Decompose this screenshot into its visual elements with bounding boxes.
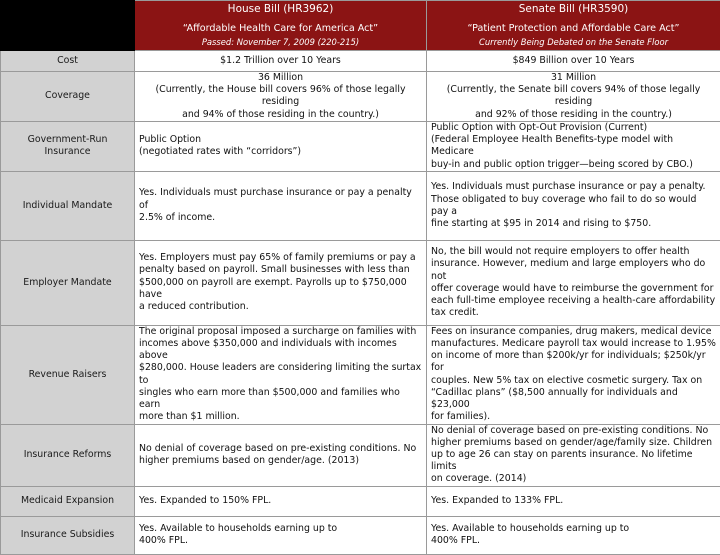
senate-bill-name: “Patient Protection and Affordable Care Act” xyxy=(431,23,716,35)
senate-cell-revenue-raisers xyxy=(427,325,720,424)
cell-line: manufactures. Medicare payroll tax would increase to 1.95% xyxy=(431,338,716,350)
cell-line: Those obligated to buy coverage who fail to do so would pay a xyxy=(431,194,716,218)
cell-line: Yes. Expanded to 150% FPL. xyxy=(139,495,422,507)
cell-line: (Currently, the Senate bill covers 94% of those legally residing xyxy=(431,84,716,108)
senate-cell-insurance-subsidies xyxy=(427,516,720,554)
header-row xyxy=(1,1,720,51)
cell-line: incomes above $350,000 and individuals with incomes above xyxy=(139,338,422,362)
cell-line: (Currently, the House bill covers 96% of those legally residing xyxy=(139,84,422,108)
corner-cell xyxy=(1,1,135,51)
senate-cell-coverage xyxy=(427,72,720,122)
cell-line: Yes. Employers must pay 65% of family premiums or pay a xyxy=(139,252,422,264)
cell-line: penalty based on payroll. Small businesses with less than xyxy=(139,264,422,276)
cell-line: 31 Million xyxy=(431,72,716,84)
house-cell-coverage xyxy=(135,72,427,122)
cell-line: 400% FPL. xyxy=(139,535,422,547)
senate-cell-employer-mandate xyxy=(427,240,720,325)
row-revenue-raisers xyxy=(1,325,720,424)
cell-line: for families). xyxy=(431,411,716,423)
cell-line: and 94% of those residing in the country.) xyxy=(139,109,422,121)
cell-line: insurance. However, medium and large employers who do not xyxy=(431,258,716,282)
house-cell-employer-mandate xyxy=(135,240,427,325)
row-medicaid-expansion xyxy=(1,486,720,516)
cell-line: each full-time employee receiving a health-care affordability xyxy=(431,295,716,307)
cell-line: No denial of coverage based on pre-existing conditions. No xyxy=(431,425,716,437)
cell-line: couples. New 5% tax on elective cosmetic surgery. Tax on xyxy=(431,375,716,387)
row-individual-mandate xyxy=(1,171,720,240)
cell-line: No denial of coverage based on pre-existing conditions. No xyxy=(139,443,422,455)
cell-line: on income of more than $200k/yr for individuals; $250k/yr for xyxy=(431,350,716,374)
house-cell-insurance-subsidies xyxy=(135,516,427,554)
cell-line: Yes. Expanded to 133% FPL. xyxy=(431,495,716,507)
row-coverage xyxy=(1,72,720,122)
cell-line: $849 Billion over 10 Years xyxy=(431,55,716,67)
house-bill-title: House Bill (HR3962) xyxy=(139,3,422,17)
row-label-individual-mandate: Individual Mandate xyxy=(1,171,135,240)
senate-bill-header xyxy=(427,1,720,51)
cell-line: (Federal Employee Health Benefits-type model with Medicare xyxy=(431,134,716,158)
cell-line: 2.5% of income. xyxy=(139,212,422,224)
cell-line: Yes. Individuals must purchase insurance or pay a penalty of xyxy=(139,187,422,211)
cell-line: on coverage. (2014) xyxy=(431,473,716,485)
house-bill-header xyxy=(135,1,427,51)
row-label-revenue-raisers: Revenue Raisers xyxy=(1,325,135,424)
cell-line: up to age 26 can stay on parents insurance. No lifetime limits xyxy=(431,449,716,473)
row-insurance-subsidies xyxy=(1,516,720,554)
cell-line: (negotiated rates with “corridors”) xyxy=(139,146,422,158)
cell-line: Fees on insurance companies, drug makers, medical device xyxy=(431,326,716,338)
cell-line: The original proposal imposed a surcharge on families with xyxy=(139,326,422,338)
cell-line: Yes. Available to households earning up to xyxy=(139,523,422,535)
senate-bill-title: Senate Bill (HR3590) xyxy=(431,3,716,17)
cell-line: No, the bill would not require employers to offer health xyxy=(431,246,716,258)
cell-line: tax credit. xyxy=(431,307,716,319)
row-cost xyxy=(1,51,720,72)
row-label-employer-mandate: Employer Mandate xyxy=(1,240,135,325)
house-cell-government-run-insurance xyxy=(135,121,427,171)
row-label-medicaid-expansion: Medicaid Expansion xyxy=(1,486,135,516)
senate-cell-insurance-reforms xyxy=(427,424,720,486)
cell-line: Public Option with Opt-Out Provision (Current) xyxy=(431,122,716,134)
cell-line: $1.2 Trillion over 10 Years xyxy=(139,55,422,67)
row-insurance-reforms xyxy=(1,424,720,486)
house-bill-name: “Affordable Health Care for America Act” xyxy=(139,23,422,35)
cell-line: a reduced contribution. xyxy=(139,301,422,313)
senate-bill-status: Currently Being Debated on the Senate Floor xyxy=(431,37,716,48)
cell-line: “Cadillac plans” ($8,500 annually for individuals and $23,000 xyxy=(431,387,716,411)
senate-cell-medicaid-expansion xyxy=(427,486,720,516)
cell-line: fine starting at $95 in 2014 and rising to $750. xyxy=(431,218,716,230)
house-cell-individual-mandate xyxy=(135,171,427,240)
row-label-cost: Cost xyxy=(1,51,135,72)
cell-line: Yes. Individuals must purchase insurance or pay a penalty. xyxy=(431,181,716,193)
row-label-insurance-subsidies: Insurance Subsidies xyxy=(1,516,135,554)
cell-line: Yes. Available to households earning up to xyxy=(431,523,716,535)
cell-line: singles who earn more than $500,000 and families who earn xyxy=(139,387,422,411)
house-bill-status: Passed: November 7, 2009 (220-215) xyxy=(139,37,422,48)
cell-line: $280,000. House leaders are considering limiting the surtax to xyxy=(139,362,422,386)
cell-line: buy-in and public option trigger—being scored by CBO.) xyxy=(431,159,716,171)
cell-line: more than $1 million. xyxy=(139,411,422,423)
senate-cell-cost xyxy=(427,51,720,72)
row-label-insurance-reforms: Insurance Reforms xyxy=(1,424,135,486)
house-cell-revenue-raisers xyxy=(135,325,427,424)
cell-line: Public Option xyxy=(139,134,422,146)
cell-line: $500,000 on payroll are exempt. Payrolls up to $750,000 have xyxy=(139,277,422,301)
row-label-government-run-insurance: Government-Run Insurance xyxy=(1,121,135,171)
row-label-coverage: Coverage xyxy=(1,72,135,122)
cell-line: 36 Million xyxy=(139,72,422,84)
cell-line: higher premiums based on gender/age/family size. Children xyxy=(431,437,716,449)
house-cell-insurance-reforms xyxy=(135,424,427,486)
senate-cell-individual-mandate xyxy=(427,171,720,240)
cell-line: higher premiums based on gender/age. (2013) xyxy=(139,455,422,467)
cell-line: offer coverage would have to reimburse the government for xyxy=(431,283,716,295)
house-cell-medicaid-expansion xyxy=(135,486,427,516)
row-employer-mandate xyxy=(1,240,720,325)
cell-line: and 92% of those residing in the country.) xyxy=(431,109,716,121)
row-government-run-insurance xyxy=(1,121,720,171)
house-cell-cost xyxy=(135,51,427,72)
cell-line: 400% FPL. xyxy=(431,535,716,547)
senate-cell-government-run-insurance xyxy=(427,121,720,171)
